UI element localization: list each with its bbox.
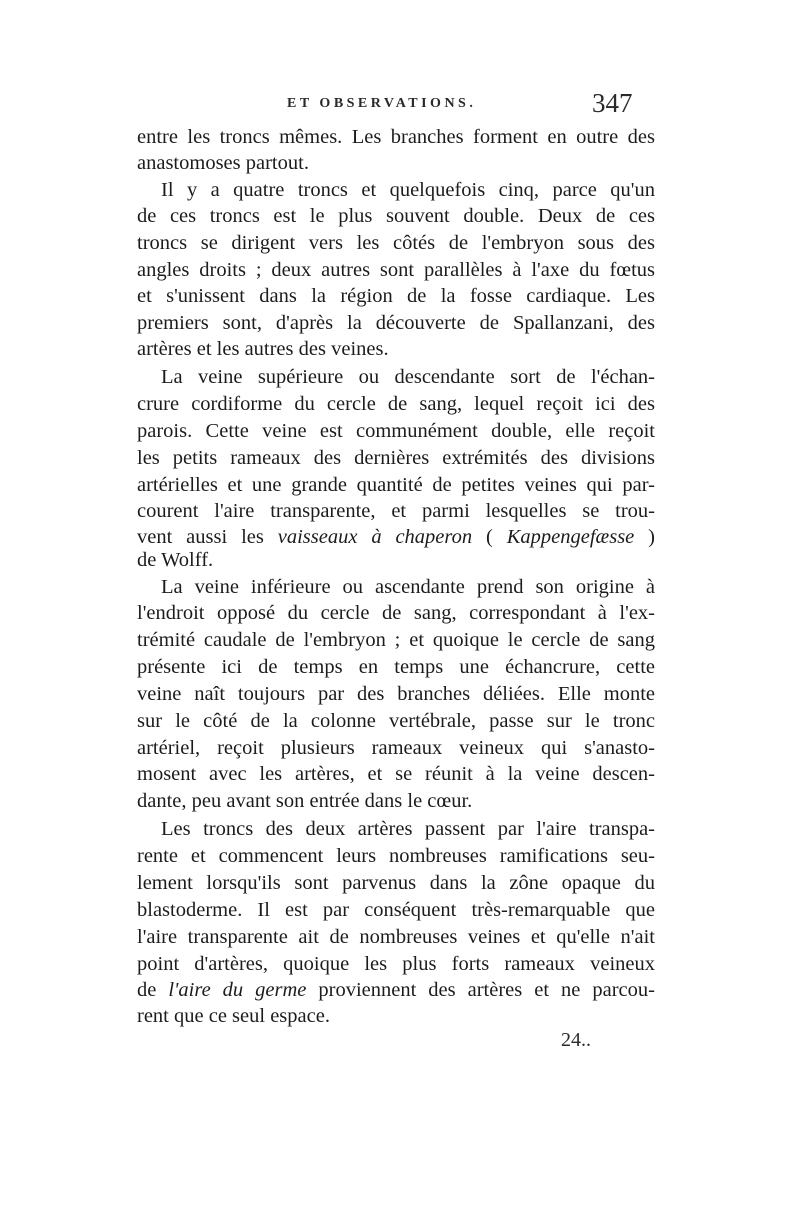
text-line: sur le côté de la colonne vertébrale, passe sur le tronc: [137, 710, 655, 732]
text-line: La veine supérieure ou descendante sort de l'échan-: [161, 366, 655, 388]
text-line: blastoderme. Il est par conséquent très-remarquable que: [137, 899, 655, 921]
signature-mark: 24..: [561, 1029, 591, 1051]
text-line: Les troncs des deux artères passent par l'aire transpa-: [161, 818, 655, 840]
running-head: ET OBSERVATIONS.: [287, 96, 477, 111]
text-line: mosent avec les artères, et se réunit à la veine descen-: [137, 763, 655, 785]
text-line: parois. Cette veine est communément double, elle reçoit: [137, 420, 655, 442]
text-segment: ): [634, 526, 655, 548]
text-line: troncs se dirigent vers les côtés de l'embryon sous des: [137, 232, 655, 254]
page-number: 347: [592, 88, 633, 118]
text-line: artériel, reçoit plusieurs rameaux veineux qui s'anasto-: [137, 737, 655, 759]
text-line: artérielles et une grande quantité de petites veines qui par-: [137, 474, 655, 496]
text-segment: vent aussi les: [137, 526, 278, 548]
text-line: premiers sont, d'après la découverte de Spallanzani, des: [137, 312, 655, 334]
text-line: Il y a quatre troncs et quelquefois cinq, parce qu'un: [161, 179, 655, 201]
text-line: trémité caudale de l'embryon ; et quoique le cercle de sang: [137, 629, 655, 651]
text-line: rent que ce seul espace.: [137, 1005, 330, 1027]
italic-term: Kappengefæsse: [506, 526, 635, 548]
text-line: anastomoses partout.: [137, 152, 309, 174]
text-line: [137, 977, 655, 1003]
text-line: crure cordiforme du cercle de sang, lequel reçoit ici des: [137, 393, 655, 415]
text-line: entre les troncs mêmes. Les branches forment en outre des: [137, 126, 655, 148]
text-segment: proviennent des artères et ne parcou-: [306, 979, 655, 1001]
italic-term: l'aire du germe: [168, 979, 307, 1001]
text-line: angles droits ; deux autres sont parallèles à l'axe du fœtus: [137, 259, 655, 281]
text-line: l'aire transparente ait de nombreuses veines et qu'elle n'ait: [137, 926, 655, 948]
text-line: rente et commencent leurs nombreuses ramifications seu-: [137, 845, 655, 867]
text-line: artères et les autres des veines.: [137, 338, 389, 360]
text-line: présente ici de temps en temps une échancrure, cette: [137, 656, 655, 678]
italic-term: vaisseaux à chaperon: [277, 526, 473, 548]
text-line: lement lorsqu'ils sont parvenus dans la zône opaque du: [137, 872, 655, 894]
text-line: l'endroit opposé du cercle de sang, correspondant à l'ex-: [137, 602, 655, 624]
text-line: les petits rameaux des dernières extrémités des divisions: [137, 447, 655, 469]
text-segment: (: [472, 526, 507, 548]
text-line: et s'unissent dans la région de la fosse cardiaque. Les: [137, 285, 655, 307]
text-line: point d'artères, quoique les plus forts rameaux veineux: [137, 953, 655, 975]
text-segment: de: [137, 979, 169, 1001]
text-line: de ces troncs est le plus souvent double. Deux de ces: [137, 205, 655, 227]
text-line: veine naît toujours par des branches déliées. Elle monte: [137, 683, 655, 705]
text-line: de Wolff.: [137, 549, 214, 571]
text-line: dante, peu avant son entrée dans le cœur.: [137, 790, 473, 812]
text-line: La veine inférieure ou ascendante prend son origine à: [161, 576, 655, 598]
text-line: courent l'aire transparente, et parmi lesquelles se trou-: [137, 500, 655, 522]
